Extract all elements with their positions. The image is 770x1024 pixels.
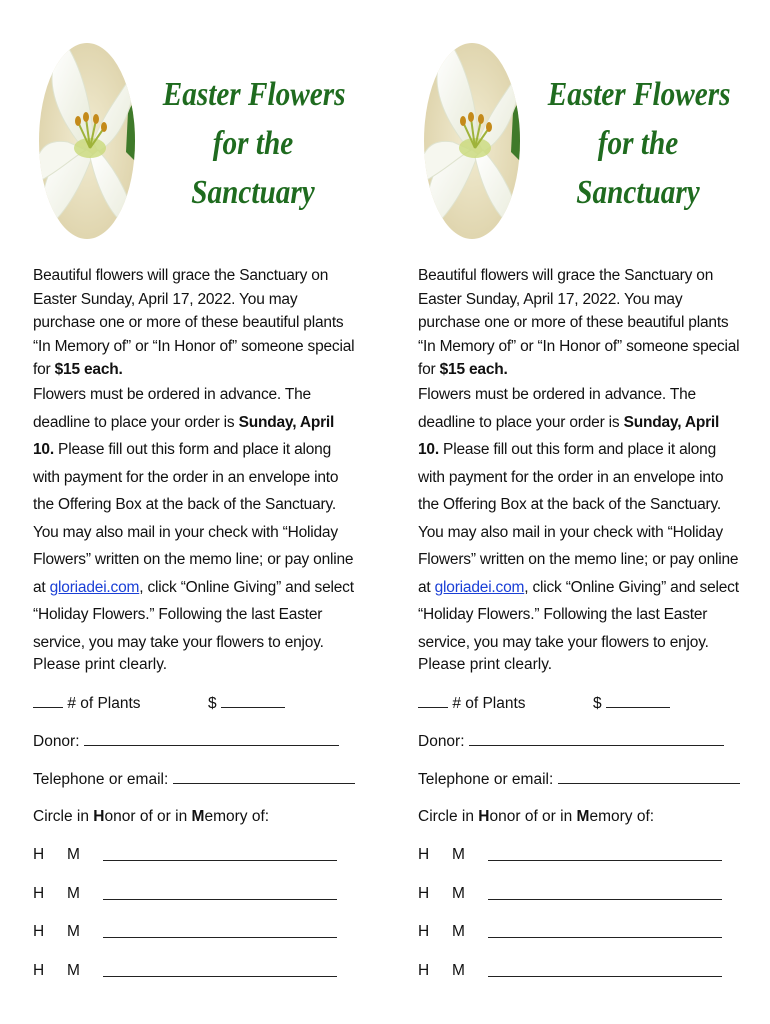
honoree-blank[interactable]	[103, 937, 337, 938]
dollar-sign: $	[593, 695, 602, 712]
title-line-2: for the	[212, 125, 294, 162]
print-clearly-label: Please print clearly.	[418, 656, 553, 673]
deadline-text: Sunday, April 10.	[33, 413, 335, 458]
title-line-3: Sanctuary	[191, 174, 315, 211]
flyer-right	[418, 0, 748, 1024]
circle-memory-letter: M	[191, 808, 205, 825]
dollar-sign: $	[208, 695, 217, 712]
title-line-3: Sanctuary	[576, 174, 700, 211]
honor-option[interactable]: H	[418, 962, 430, 979]
donor-row	[418, 731, 724, 752]
amount-row	[208, 693, 285, 714]
honoree-row-4	[418, 961, 738, 981]
honoree-row-1	[33, 845, 353, 865]
honoree-row-4	[33, 961, 353, 981]
honoree-row-2	[418, 884, 738, 904]
plants-row	[33, 693, 141, 714]
honoree-row-2	[33, 884, 353, 904]
price-text: $15 each.	[54, 361, 123, 378]
amount-blank[interactable]	[606, 693, 670, 708]
honoree-blank[interactable]	[103, 899, 337, 900]
circle-memory-letter: M	[576, 808, 590, 825]
website-link[interactable]: gloriadei.com	[49, 578, 140, 596]
memory-option[interactable]: M	[452, 885, 465, 902]
honor-option[interactable]: H	[418, 923, 430, 940]
instructions-text-c: , click “Online Giving” and select “Holiday Flowers.” Following the last Easter service, you may take your flowers to enjoy.	[33, 578, 354, 651]
instructions-text-c: , click “Online Giving” and select “Holiday Flowers.” Following the last Easter service, you may take your flowers to enjoy.	[418, 578, 739, 651]
easter-lily-image	[38, 42, 136, 240]
title-line-1: Easter Flowers	[162, 76, 346, 113]
circle-honor-letter: H	[478, 808, 490, 825]
memory-option[interactable]: M	[452, 846, 465, 863]
honor-option[interactable]: H	[418, 885, 430, 902]
honoree-blank[interactable]	[488, 860, 722, 861]
circle-text-b: onor of or in	[489, 808, 577, 825]
plants-count-blank[interactable]	[33, 693, 63, 708]
deadline-text: Sunday, April 10.	[418, 413, 720, 458]
circle-text-c: emory of:	[589, 808, 655, 825]
intro-text: Beautiful flowers will grace the Sanctuary on Easter Sunday, April 17, 2022. You may purchase one or more of these beautiful plants “In Memory of” or “In Honor of” someone special for	[418, 267, 740, 378]
memory-option[interactable]: M	[67, 885, 80, 902]
circle-text-c: emory of:	[204, 808, 270, 825]
donor-label: Donor:	[418, 733, 465, 750]
honoree-blank[interactable]	[488, 976, 722, 977]
memory-option[interactable]: M	[452, 923, 465, 940]
phone-blank[interactable]	[173, 769, 355, 784]
donor-blank[interactable]	[469, 731, 724, 746]
honoree-blank[interactable]	[488, 899, 722, 900]
plants-label: # of Plants	[452, 695, 526, 712]
instructions-text-b: Please fill out this form and place it along with payment for the order in an envelope into the Offering Box at the back of the Sanctuary. You may also mail in your check with “Holiday Flowers” written on the memo line; or pay online at	[418, 441, 739, 596]
phone-row	[418, 769, 740, 790]
honoree-row-3	[33, 922, 353, 942]
honoree-row-3	[418, 922, 738, 942]
phone-label: Telephone or email:	[33, 771, 169, 788]
instructions-text-a: Flowers must be ordered in advance. The deadline to place your order is	[33, 386, 311, 431]
circle-instruction	[33, 807, 269, 827]
honor-option[interactable]: H	[33, 846, 45, 863]
title-line-1: Easter Flowers	[547, 76, 731, 113]
website-link[interactable]: gloriadei.com	[434, 578, 525, 596]
print-clearly-label: Please print clearly.	[33, 656, 168, 673]
memory-option[interactable]: M	[452, 962, 465, 979]
title-line-2: for the	[597, 125, 679, 162]
instructions-paragraph	[33, 381, 358, 656]
phone-row	[33, 769, 355, 790]
intro-paragraph	[418, 264, 743, 382]
donor-row	[33, 731, 339, 752]
memory-option[interactable]: M	[67, 846, 80, 863]
circle-instruction	[418, 807, 654, 827]
flyer-title	[548, 70, 729, 217]
circle-text-a: Circle in	[33, 808, 94, 825]
memory-option[interactable]: M	[67, 923, 80, 940]
honor-option[interactable]: H	[33, 962, 45, 979]
price-text: $15 each.	[439, 361, 508, 378]
intro-paragraph	[33, 264, 358, 382]
amount-blank[interactable]	[221, 693, 285, 708]
honoree-row-1	[418, 845, 738, 865]
circle-text-b: onor of or in	[104, 808, 192, 825]
plants-label: # of Plants	[67, 695, 141, 712]
phone-blank[interactable]	[558, 769, 740, 784]
memory-option[interactable]: M	[67, 962, 80, 979]
amount-row	[593, 693, 670, 714]
instructions-text-b: Please fill out this form and place it along with payment for the order in an envelope into the Offering Box at the back of the Sanctuary. You may also mail in your check with “Holiday Flowers” written on the memo line; or pay online at	[33, 441, 354, 596]
circle-text-a: Circle in	[418, 808, 479, 825]
honoree-blank[interactable]	[103, 976, 337, 977]
intro-text: Beautiful flowers will grace the Sanctuary on Easter Sunday, April 17, 2022. You may purchase one or more of these beautiful plants “In Memory of” or “In Honor of” someone special for	[33, 267, 355, 378]
flyer-title	[163, 70, 344, 217]
honoree-blank[interactable]	[103, 860, 337, 861]
honor-option[interactable]: H	[33, 923, 45, 940]
honor-option[interactable]: H	[33, 885, 45, 902]
donor-label: Donor:	[33, 733, 80, 750]
instructions-paragraph	[418, 381, 743, 656]
honor-option[interactable]: H	[418, 846, 430, 863]
plants-row	[418, 693, 526, 714]
instructions-text-a: Flowers must be ordered in advance. The deadline to place your order is	[418, 386, 696, 431]
plants-count-blank[interactable]	[418, 693, 448, 708]
honoree-blank[interactable]	[488, 937, 722, 938]
easter-lily-image	[423, 42, 521, 240]
donor-blank[interactable]	[84, 731, 339, 746]
flyer-left	[33, 0, 363, 1024]
phone-label: Telephone or email:	[418, 771, 554, 788]
circle-honor-letter: H	[93, 808, 105, 825]
